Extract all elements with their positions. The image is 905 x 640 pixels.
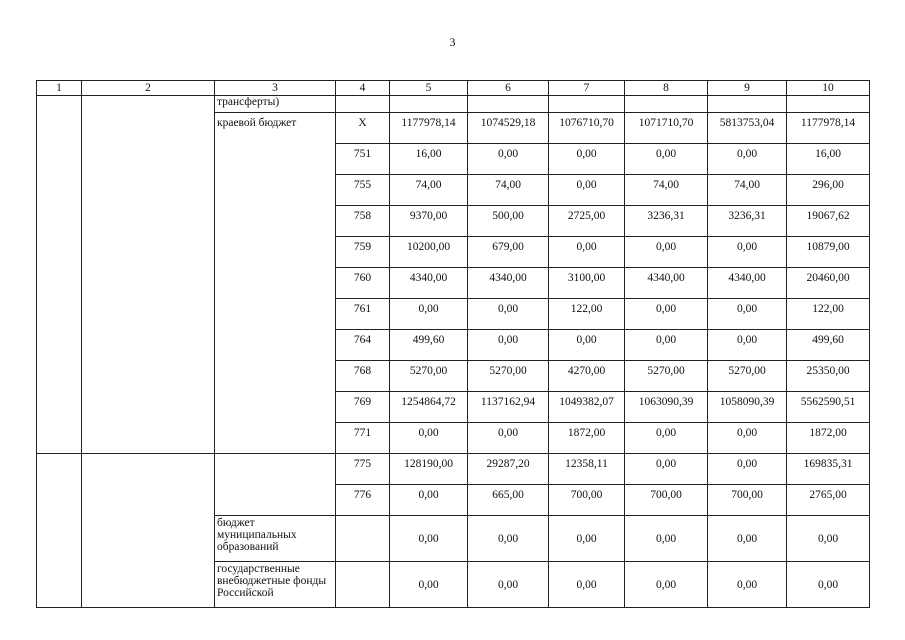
value-cell-col-7: 1872,00 bbox=[549, 423, 625, 454]
value-cell-col-9: 0,00 bbox=[708, 516, 787, 562]
value-cell-col-8: 0,00 bbox=[625, 423, 708, 454]
value-cell-col-10: 5562590,51 bbox=[787, 392, 870, 423]
value-cell-col-7: 122,00 bbox=[549, 299, 625, 330]
value-cell-col-5: 4340,00 bbox=[390, 268, 468, 299]
code-cell: 760 bbox=[336, 268, 390, 299]
value-cell-col-9: 74,00 bbox=[708, 175, 787, 206]
value-cell-col-9: 0,00 bbox=[708, 454, 787, 485]
value-cell-col-10: 20460,00 bbox=[787, 268, 870, 299]
value-cell-col-10: 296,00 bbox=[787, 175, 870, 206]
value-cell-col-5: 0,00 bbox=[390, 516, 468, 562]
value-cell-col-5: 0,00 bbox=[390, 299, 468, 330]
code-cell: 764 bbox=[336, 330, 390, 361]
value-cell-col-7: 2725,00 bbox=[549, 206, 625, 237]
source-regional-budget: краевой бюджет bbox=[215, 113, 336, 454]
value-cell-col-7: 700,00 bbox=[549, 485, 625, 516]
value-cell-col-7: 1049382,07 bbox=[549, 392, 625, 423]
empty-cell bbox=[468, 96, 549, 113]
header-cell: 2 bbox=[82, 81, 215, 96]
empty-cell bbox=[625, 96, 708, 113]
table-row bbox=[37, 96, 870, 113]
col2-cell bbox=[82, 454, 215, 608]
value-cell-col-6: 0,00 bbox=[468, 299, 549, 330]
value-cell-col-6: 29287,20 bbox=[468, 454, 549, 485]
value-cell-col-5: 16,00 bbox=[390, 144, 468, 175]
budget-table bbox=[36, 80, 870, 608]
value-cell-col-6: 665,00 bbox=[468, 485, 549, 516]
col1-cell bbox=[37, 96, 82, 454]
value-cell-col-9: 5813753,04 bbox=[708, 113, 787, 144]
code-cell bbox=[336, 562, 390, 608]
value-cell-col-7: 0,00 bbox=[549, 144, 625, 175]
empty-cell bbox=[708, 96, 787, 113]
code-cell: 755 bbox=[336, 175, 390, 206]
value-cell-col-7: 3100,00 bbox=[549, 268, 625, 299]
table-row bbox=[37, 454, 870, 485]
code-cell: 775 bbox=[336, 454, 390, 485]
value-cell-col-5: 5270,00 bbox=[390, 361, 468, 392]
value-cell-col-9: 0,00 bbox=[708, 330, 787, 361]
header-cell: 4 bbox=[336, 81, 390, 96]
empty-cell bbox=[336, 96, 390, 113]
value-cell-col-10: 169835,31 bbox=[787, 454, 870, 485]
value-cell-col-5: 10200,00 bbox=[390, 237, 468, 268]
page-number: 3 bbox=[449, 35, 456, 49]
value-cell-col-6: 0,00 bbox=[468, 516, 549, 562]
table-body bbox=[37, 81, 870, 608]
value-cell-col-10: 499,60 bbox=[787, 330, 870, 361]
header-row bbox=[37, 81, 870, 96]
value-cell-col-8: 1071710,70 bbox=[625, 113, 708, 144]
value-cell-col-8: 4340,00 bbox=[625, 268, 708, 299]
value-cell-col-8: 0,00 bbox=[625, 237, 708, 268]
value-cell-col-8: 74,00 bbox=[625, 175, 708, 206]
value-cell-col-9: 700,00 bbox=[708, 485, 787, 516]
code-cell: Х bbox=[336, 113, 390, 144]
empty-cell bbox=[549, 96, 625, 113]
value-cell-col-10: 122,00 bbox=[787, 299, 870, 330]
value-cell-col-6: 0,00 bbox=[468, 423, 549, 454]
code-cell: 759 bbox=[336, 237, 390, 268]
value-cell-col-6: 0,00 bbox=[468, 562, 549, 608]
value-cell-col-7: 0,00 bbox=[549, 516, 625, 562]
source-cell bbox=[215, 454, 336, 516]
value-cell-col-9: 0,00 bbox=[708, 562, 787, 608]
value-cell-col-8: 0,00 bbox=[625, 516, 708, 562]
header-cell: 10 bbox=[787, 81, 870, 96]
value-cell-col-10: 16,00 bbox=[787, 144, 870, 175]
value-cell-col-6: 74,00 bbox=[468, 175, 549, 206]
value-cell-col-7: 0,00 bbox=[549, 330, 625, 361]
value-cell-col-8: 1063090,39 bbox=[625, 392, 708, 423]
value-cell-col-8: 700,00 bbox=[625, 485, 708, 516]
value-cell-col-6: 500,00 bbox=[468, 206, 549, 237]
value-cell-col-9: 1058090,39 bbox=[708, 392, 787, 423]
code-cell: 751 bbox=[336, 144, 390, 175]
value-cell-col-5: 9370,00 bbox=[390, 206, 468, 237]
value-cell-col-8: 0,00 bbox=[625, 144, 708, 175]
code-cell: 769 bbox=[336, 392, 390, 423]
value-cell-col-6: 0,00 bbox=[468, 330, 549, 361]
code-cell: 761 bbox=[336, 299, 390, 330]
value-cell-col-7: 0,00 bbox=[549, 237, 625, 268]
empty-cell bbox=[787, 96, 870, 113]
value-cell-col-10: 0,00 bbox=[787, 562, 870, 608]
source-municipal-budget: бюджет муниципальных образований bbox=[215, 516, 336, 562]
value-cell-col-7: 0,00 bbox=[549, 562, 625, 608]
value-cell-col-5: 0,00 bbox=[390, 562, 468, 608]
value-cell-col-5: 74,00 bbox=[390, 175, 468, 206]
value-cell-col-8: 0,00 bbox=[625, 299, 708, 330]
header-cell: 3 bbox=[215, 81, 336, 96]
value-cell-col-5: 0,00 bbox=[390, 423, 468, 454]
code-cell: 776 bbox=[336, 485, 390, 516]
value-cell-col-6: 679,00 bbox=[468, 237, 549, 268]
source-continuation: трансферты) bbox=[215, 96, 336, 113]
header-cell: 6 bbox=[468, 81, 549, 96]
value-cell-col-6: 5270,00 bbox=[468, 361, 549, 392]
value-cell-col-7: 0,00 bbox=[549, 175, 625, 206]
code-cell: 771 bbox=[336, 423, 390, 454]
code-cell: 758 bbox=[336, 206, 390, 237]
header-cell: 5 bbox=[390, 81, 468, 96]
value-cell-col-8: 0,00 bbox=[625, 562, 708, 608]
value-cell-col-10: 25350,00 bbox=[787, 361, 870, 392]
value-cell-col-9: 4340,00 bbox=[708, 268, 787, 299]
header-cell: 1 bbox=[37, 81, 82, 96]
value-cell-col-5: 499,60 bbox=[390, 330, 468, 361]
code-cell: 768 bbox=[336, 361, 390, 392]
value-cell-col-7: 1076710,70 bbox=[549, 113, 625, 144]
value-cell-col-6: 4340,00 bbox=[468, 268, 549, 299]
value-cell-col-5: 1177978,14 bbox=[390, 113, 468, 144]
header-cell: 7 bbox=[549, 81, 625, 96]
value-cell-col-6: 0,00 bbox=[468, 144, 549, 175]
value-cell-col-10: 1872,00 bbox=[787, 423, 870, 454]
value-cell-col-5: 0,00 bbox=[390, 485, 468, 516]
code-cell bbox=[336, 516, 390, 562]
value-cell-col-9: 5270,00 bbox=[708, 361, 787, 392]
value-cell-col-10: 2765,00 bbox=[787, 485, 870, 516]
value-cell-col-9: 3236,31 bbox=[708, 206, 787, 237]
value-cell-col-10: 19067,62 bbox=[787, 206, 870, 237]
value-cell-col-8: 0,00 bbox=[625, 454, 708, 485]
value-cell-col-9: 0,00 bbox=[708, 299, 787, 330]
value-cell-col-10: 0,00 bbox=[787, 516, 870, 562]
value-cell-col-10: 10879,00 bbox=[787, 237, 870, 268]
empty-cell bbox=[390, 96, 468, 113]
col1-cell bbox=[37, 454, 82, 608]
value-cell-col-9: 0,00 bbox=[708, 237, 787, 268]
header-cell: 9 bbox=[708, 81, 787, 96]
col2-cell bbox=[82, 96, 215, 454]
value-cell-col-9: 0,00 bbox=[708, 144, 787, 175]
value-cell-col-8: 3236,31 bbox=[625, 206, 708, 237]
value-cell-col-7: 12358,11 bbox=[549, 454, 625, 485]
value-cell-col-6: 1074529,18 bbox=[468, 113, 549, 144]
value-cell-col-8: 0,00 bbox=[625, 330, 708, 361]
value-cell-col-6: 1137162,94 bbox=[468, 392, 549, 423]
value-cell-col-5: 1254864,72 bbox=[390, 392, 468, 423]
value-cell-col-5: 128190,00 bbox=[390, 454, 468, 485]
value-cell-col-10: 1177978,14 bbox=[787, 113, 870, 144]
value-cell-col-8: 5270,00 bbox=[625, 361, 708, 392]
value-cell-col-7: 4270,00 bbox=[549, 361, 625, 392]
source-extrabudgetary-funds: государственные внебюджетные фонды Российской bbox=[215, 562, 336, 608]
value-cell-col-9: 0,00 bbox=[708, 423, 787, 454]
header-cell: 8 bbox=[625, 81, 708, 96]
